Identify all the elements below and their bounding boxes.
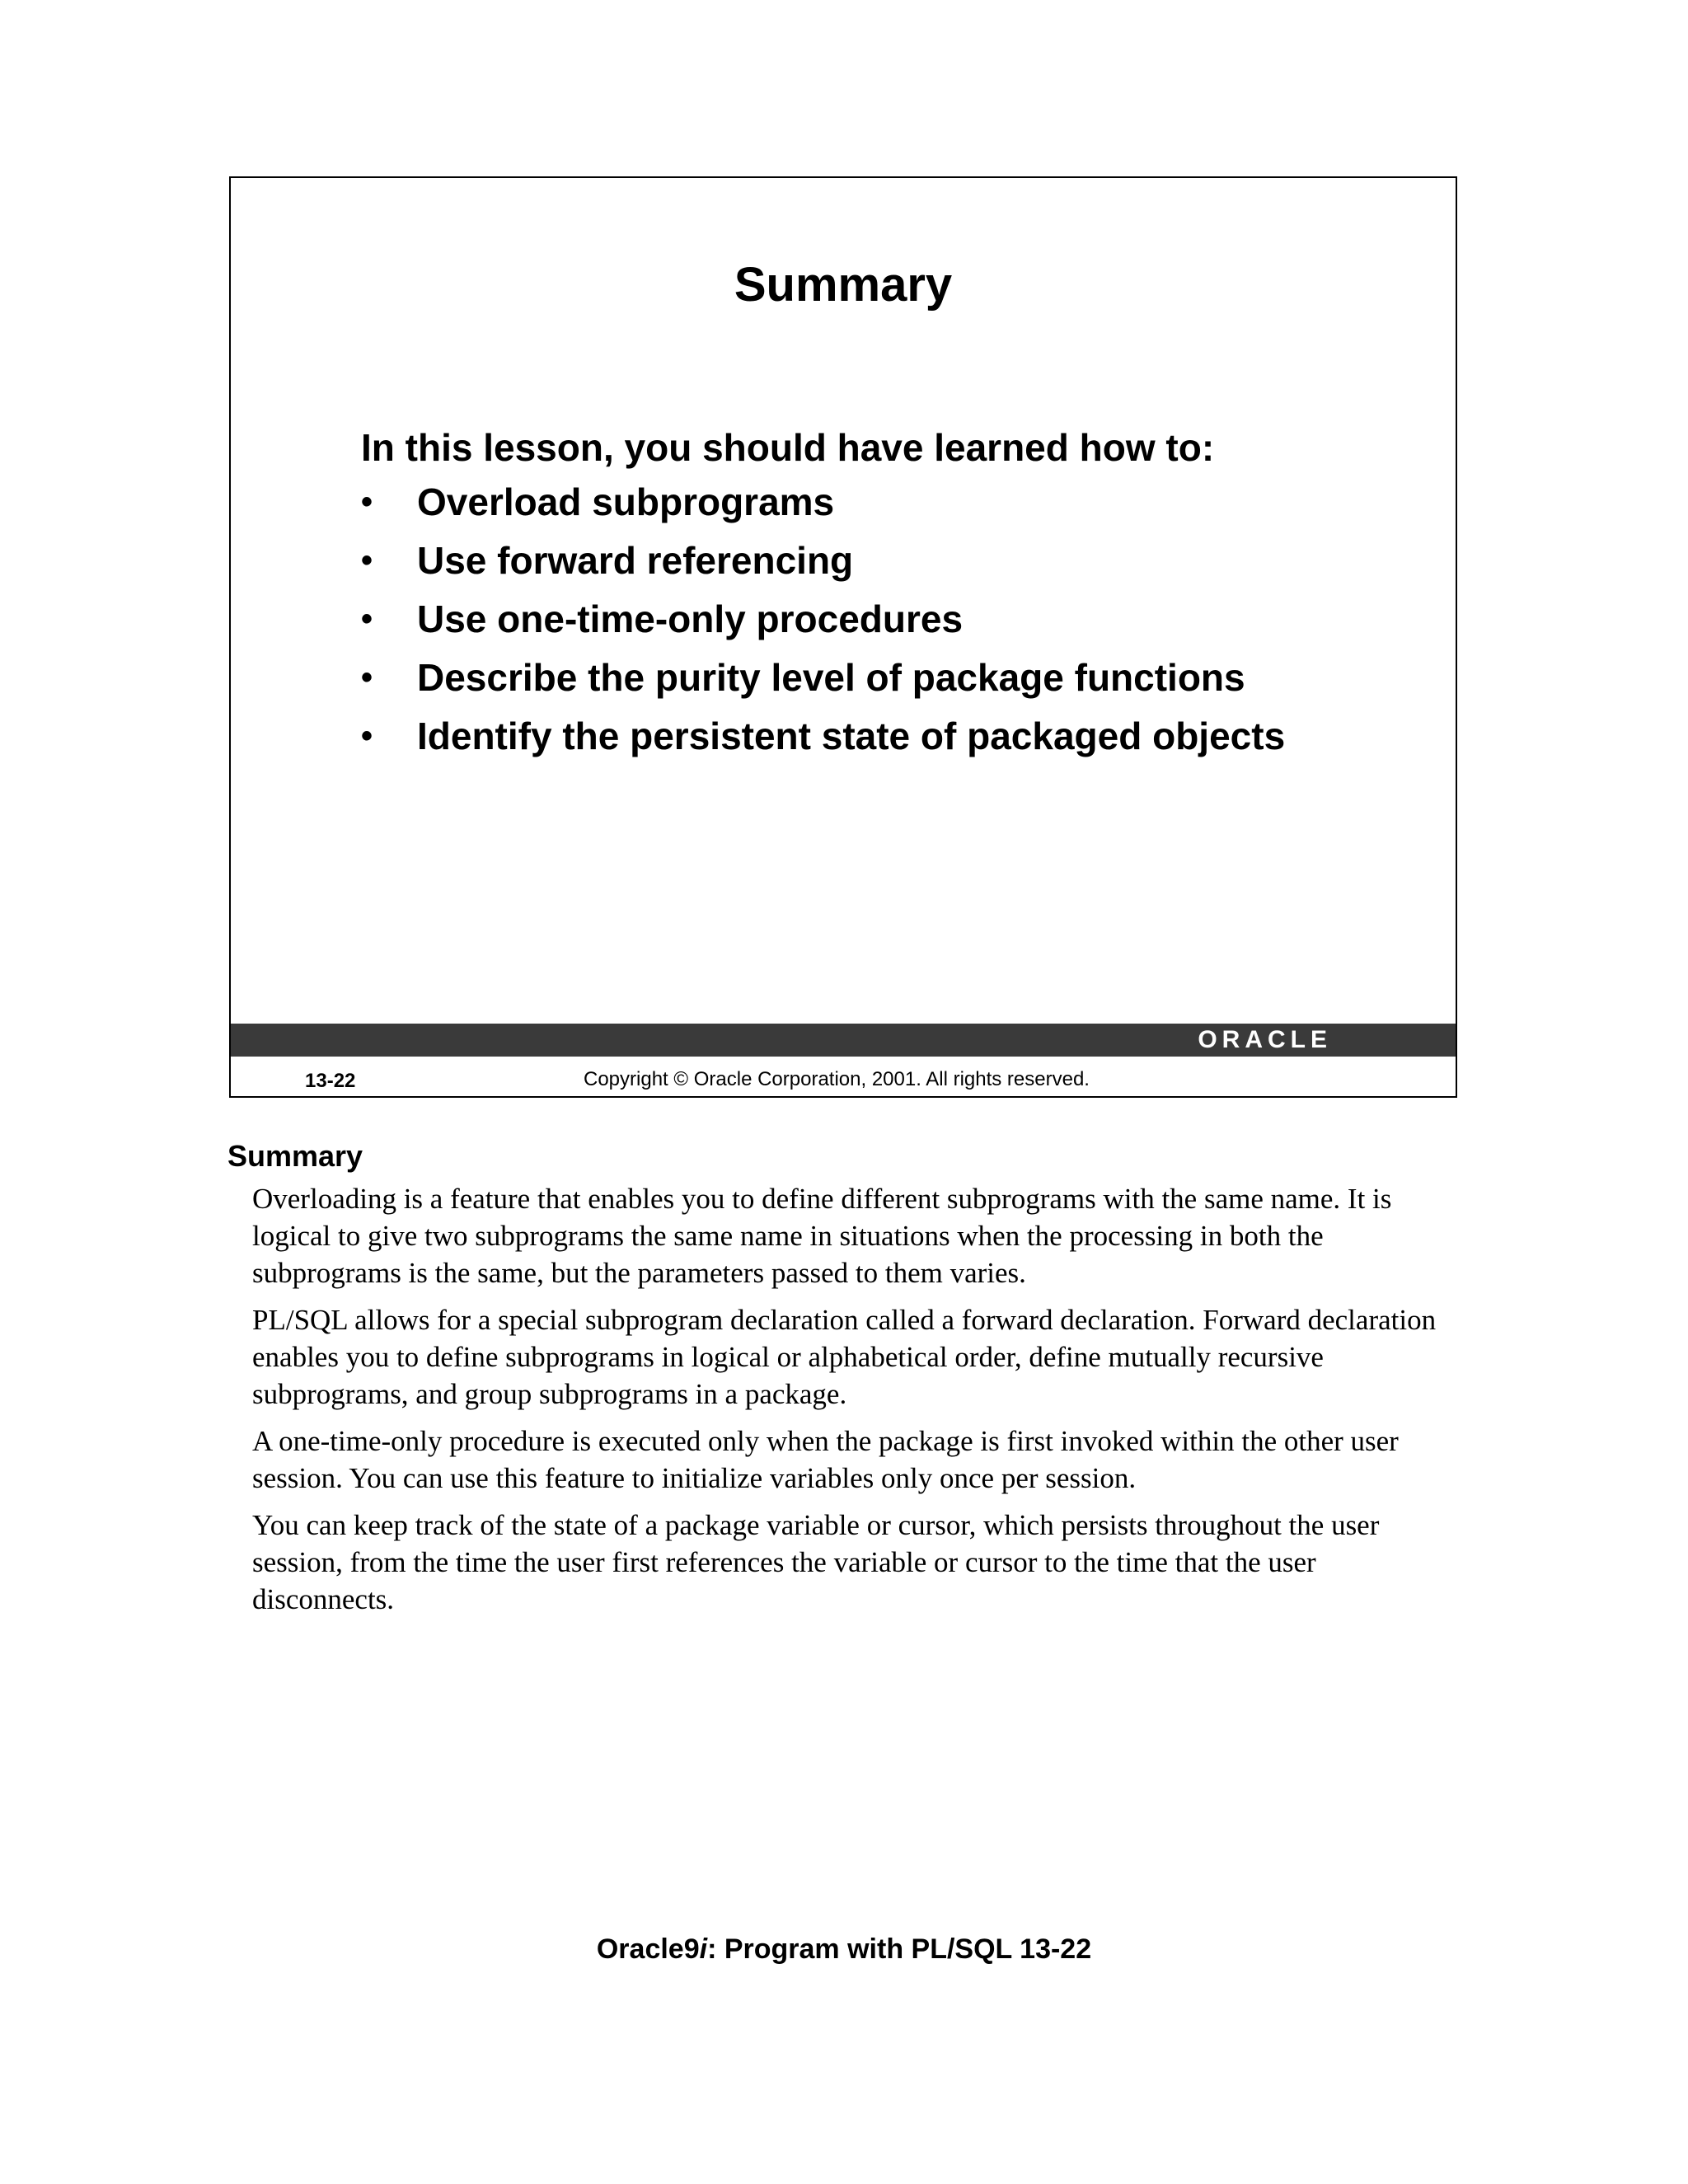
notes-heading: Summary bbox=[227, 1139, 363, 1173]
footer-prefix: Oracle9 bbox=[596, 1933, 700, 1965]
slide-title: Summary bbox=[734, 258, 953, 312]
slide-footer-bar bbox=[231, 1024, 1456, 1057]
list-item-text: Describe the purity level of package functions bbox=[417, 656, 1245, 699]
objectives-list bbox=[361, 480, 1285, 772]
page-footer bbox=[0, 1933, 1688, 1966]
lesson-intro: In this lesson, you should have learned how to: bbox=[361, 426, 1215, 469]
list-item-text: Identify the persistent state of packaged objects bbox=[417, 715, 1286, 757]
slide-frame bbox=[229, 176, 1457, 1098]
notes-paragraph: PL/SQL allows for a special subprogram declaration called a forward declaration. Forward declaration enables you to define subprograms in logical or alphabetical order, define mutually recursive subprograms, and group subprograms in a package. bbox=[252, 1304, 1437, 1410]
list-item-text: Use one-time-only procedures bbox=[417, 598, 964, 640]
list-item bbox=[361, 714, 1285, 772]
bullet-icon: • bbox=[361, 601, 373, 637]
list-item bbox=[361, 655, 1285, 714]
slide-number: 13-22 bbox=[305, 1070, 356, 1092]
list-item bbox=[361, 538, 1285, 597]
bullet-icon: • bbox=[361, 542, 373, 579]
notes-paragraph: You can keep track of the state of a package variable or cursor, which persists throughout the user session, from the time the user first references the variable or cursor to the time that the user disconnects. bbox=[252, 1509, 1380, 1615]
oracle-logo: ORACLE bbox=[1198, 1026, 1332, 1053]
notes-paragraph: A one-time-only procedure is executed only when the package is first invoked within the other user session. You can use this feature to initialize variables only once per session. bbox=[252, 1425, 1399, 1494]
slide-copyright: Copyright © Oracle Corporation, 2001. All rights reserved. bbox=[584, 1068, 1090, 1090]
bullet-icon: • bbox=[361, 484, 373, 520]
list-item bbox=[361, 597, 1285, 655]
footer-italic: i bbox=[699, 1933, 708, 1965]
list-item-text: Use forward referencing bbox=[417, 539, 854, 582]
bullet-icon: • bbox=[361, 659, 373, 696]
list-item bbox=[361, 480, 1285, 538]
list-item-text: Overload subprograms bbox=[417, 480, 835, 523]
bullet-icon: • bbox=[361, 718, 373, 754]
footer-suffix: : Program with PL/SQL 13-22 bbox=[707, 1933, 1092, 1965]
notes-body bbox=[252, 1180, 1464, 1628]
notes-paragraph: Overloading is a feature that enables you to define different subprograms with the same name. It is logical to give two subprograms the same name in situations when the processing in both the subprograms is the same, but the parameters passed to them varies. bbox=[252, 1183, 1392, 1289]
